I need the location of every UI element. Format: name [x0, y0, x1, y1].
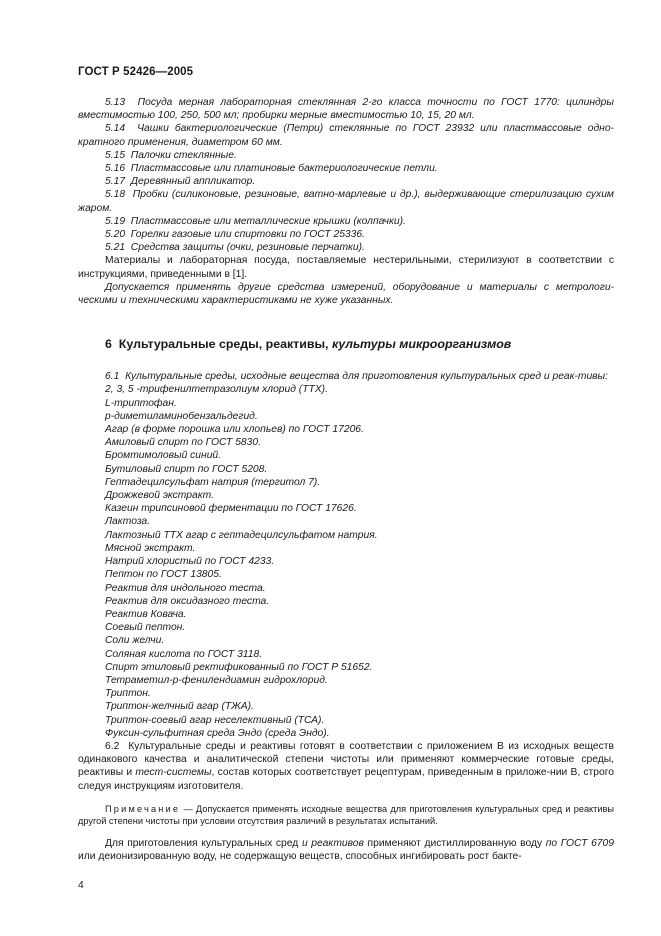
clause-text: Пластмассовые или платиновые бактериологические петли.	[130, 163, 438, 175]
clause-number: 5.17	[105, 176, 126, 188]
clause-text: Палочки стеклянные.	[130, 149, 237, 161]
allowed-paragraph: Допускается применять другие средства измерений, оборудование и материалы с метрологи-ческими и техническими характеристиками не хуже указанных.	[78, 281, 614, 307]
clause-text: Пробки (силиконовые, резиновые, ватно-марлевые и др.), выдерживающие стерилизацию сухим жаром.	[78, 189, 614, 214]
clause-text: Культуральные среды, исходные вещества для приготовления культуральных сред и реак-тивы:	[125, 371, 608, 383]
list-item: Реактив для индольного теста.	[105, 582, 266, 594]
clause-5-21	[78, 241, 614, 254]
clause-5-19	[78, 215, 614, 228]
list-item: Соли желчи.	[105, 635, 165, 647]
list-item: Казеин трипсиновой ферментации по ГОСТ 17626.	[105, 503, 357, 515]
reagents-list	[78, 383, 614, 739]
list-item: Натрий хлористый по ГОСТ 4233.	[105, 556, 275, 568]
materials-paragraph: Материалы и лабораторная посуда, поставляемые нестерильными, стерилизуют в соответствии с инструкциями, приведенными в [1].	[78, 255, 614, 280]
clause-text: Чашки бактериологические (Петри) стеклянные по ГОСТ 23932 или пластмассовые одно-кратного применения, диаметром 60 мм.	[78, 123, 614, 148]
list-item: Лактозный ТТХ агар с гептадецилсульфатом натрия.	[105, 529, 378, 541]
paragraph-text-italic: и реактивов	[301, 838, 364, 850]
clause-text: Пластмассовые или металлические крышки (колпачки).	[130, 215, 406, 227]
list-item: р-диметиламинобензальдегид.	[105, 410, 258, 422]
clause-number: 5.19	[105, 215, 126, 227]
clause-number: 6.2	[105, 740, 120, 752]
clause-5-14	[78, 122, 614, 148]
list-item: Пептон по ГОСТ 13805.	[105, 569, 222, 581]
list-item: Реактив Ковача.	[105, 608, 187, 620]
list-item: L-триптофан.	[105, 397, 177, 409]
paragraph-text: Для приготовления культуральных сред	[105, 838, 302, 850]
paragraph-text-italic: по ГОСТ 6709	[545, 838, 614, 850]
list-item: Фуксин-сульфитная среда Эндо (среда Эндо).	[105, 727, 330, 739]
clause-6-2	[78, 740, 614, 793]
water-paragraph	[78, 837, 614, 863]
list-item: Триптон.	[105, 688, 151, 700]
section-6-heading	[78, 337, 614, 352]
document-code: ГОСТ Р 52426—2005	[78, 66, 194, 78]
paragraph-text: применяют дистиллированную воду	[363, 838, 546, 850]
clause-number: 5.16	[105, 163, 126, 175]
list-item: Лактоза.	[105, 516, 151, 528]
page-number: 4	[78, 880, 84, 891]
clause-text-italic: тест-системы	[135, 767, 212, 779]
clause-number: 5.14	[105, 123, 126, 135]
paragraph-text: или деионизированную воду, не содержащую веществ, способных ингибировать рост бакте-	[78, 851, 522, 863]
clause-text: Культуральные среды и реактивы готовят в соответствии с приложением В из исходных веществ одинакового качества и аналитической степени чистоты или применяют коммерческие готовые среды, реактивы и	[78, 740, 614, 779]
clause-text: Деревянный аппликатор.	[130, 176, 256, 188]
list-item: Бутиловый спирт по ГОСТ 5208.	[105, 463, 268, 475]
list-item: 2, 3, 5 -трифенилтетразолиум хлорид (ТТХ).	[105, 384, 328, 396]
list-item: Дрожжевой экстракт.	[105, 490, 215, 502]
list-item: Спирт этиловый ректификованный по ГОСТ Р 51652.	[105, 661, 373, 673]
clause-number: 6.1	[105, 371, 120, 383]
clause-number: 5.20	[105, 229, 126, 241]
document-body	[78, 96, 614, 864]
clause-number: 5.18	[105, 189, 126, 201]
note-label: Примечание	[105, 803, 181, 814]
list-item: Агар (в форме порошка или хлопьев) по ГОСТ 17206.	[105, 424, 364, 436]
clause-5-16	[78, 162, 614, 175]
clause-5-13	[78, 96, 614, 122]
list-item: Тетраметил-р-фенилендиамин гидрохлорид.	[105, 674, 328, 686]
clause-text: , состав которых соответствует рецептурам, приведенным в приложе-нии В, строго следуя инструкциям изготовителя.	[78, 767, 614, 792]
note-paragraph	[78, 803, 614, 827]
list-item: Бромтимоловый синий.	[105, 450, 222, 462]
clause-number: 5.13	[105, 97, 126, 108]
section-number: 6	[105, 337, 112, 352]
clause-text: Средства защиты (очки, резиновые перчатки).	[130, 242, 365, 254]
section-title: Культуральные среды, реактивы,	[118, 337, 329, 352]
clause-5-15	[78, 149, 614, 162]
list-item: Гептадецилсульфат натрия (тергитол 7).	[105, 476, 321, 488]
clause-6-1	[78, 370, 614, 383]
list-item: Реактив для оксидазного теста.	[105, 595, 270, 607]
note-text: — Допускается применять исходные вещества для приготовления культуральных сред и реактивы другой степени чистоты при условии отсутствия различий в результатах испытаний.	[78, 803, 614, 826]
list-item: Соляная кислота по ГОСТ 3118.	[105, 648, 263, 660]
list-item: Триптон-желчный агар (ТЖА).	[105, 701, 254, 713]
clause-number: 5.15	[105, 149, 126, 161]
list-item: Соевый пептон.	[105, 622, 186, 634]
clause-number: 5.21	[105, 242, 126, 254]
clause-text: Горелки газовые или спиртовки по ГОСТ 25336.	[130, 229, 365, 241]
clause-text: Посуда мерная лабораторная стеклянная 2-го класса точности по ГОСТ 1770: цилиндры вместимостью 100, 250, 500 мл; пробирки мерные вместимостью 10, 15, 20 мл.	[78, 97, 614, 122]
list-item: Амиловый спирт по ГОСТ 5830.	[105, 437, 261, 449]
list-item: Триптон-соевый агар неселективный (ТСА).	[105, 714, 325, 726]
section-title-italic: культуры микроорганизмов	[331, 337, 512, 352]
clause-5-20	[78, 228, 614, 241]
list-item: Мясной экстракт.	[105, 542, 196, 554]
clause-5-17	[78, 175, 614, 188]
clause-5-18	[78, 188, 614, 214]
